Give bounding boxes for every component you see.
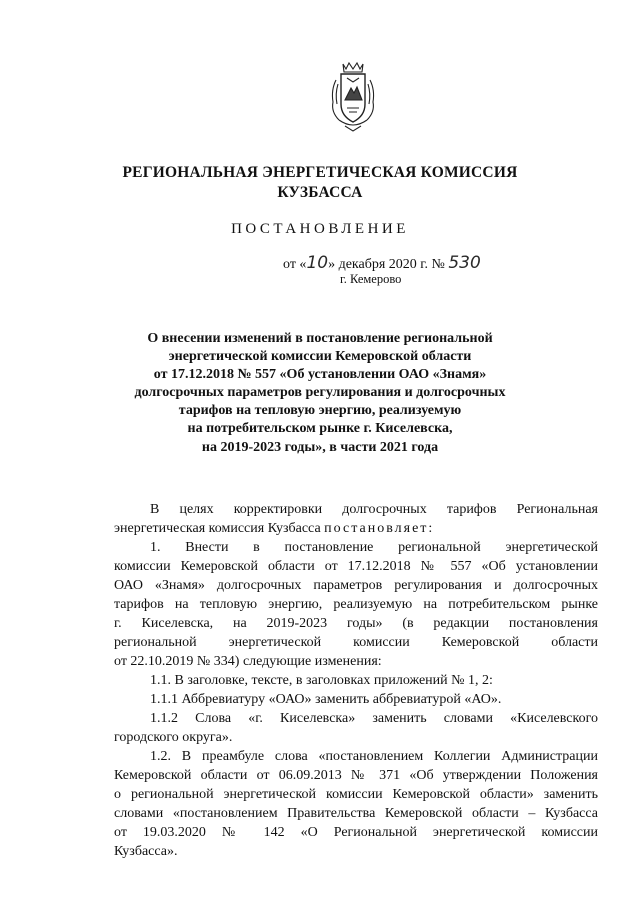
subject-line-7: на 2019-2023 годы», в части 2021 года bbox=[201, 440, 439, 455]
item-1-2-line-5: от 19.03.2020 № 142 «О Региональной энергетической комиссии bbox=[114, 825, 598, 840]
item-1-2-line-6: Кузбасса». bbox=[114, 844, 178, 859]
subject-line-6: на потребительском рынке г. Киселевска, bbox=[187, 421, 453, 436]
item-1-2-line-2: Кемеровской области от 06.09.2013 № 371 «Об утверждении Положения bbox=[114, 768, 598, 783]
subject-line-3: от 17.12.2018 № 557 «Об установлении ОАО «Знамя» bbox=[153, 367, 487, 382]
item-1-1-1: 1.1.1 Аббревиатуру «ОАО» заменить аббревиатурой «АО». bbox=[150, 692, 502, 707]
subject-line-5: тарифов на тепловую энергию, реализуемую bbox=[178, 403, 462, 418]
handwritten-decree-number: 530 bbox=[448, 253, 481, 273]
item-1-2-line-3: о региональной энергетической комиссии Кемеровской области» заменить bbox=[114, 787, 598, 802]
preamble-line-1: В целях корректировки долгосрочных тарифов Региональная bbox=[150, 502, 598, 517]
item-1-line-1: 1. Внести в постановление региональной энергетической bbox=[150, 540, 598, 555]
kuzbass-coat-of-arms-emblem bbox=[327, 60, 379, 134]
date-number-line bbox=[283, 253, 481, 273]
item-1-line-3: ОАО «Знамя» долгосрочных параметров регулирования и долгосрочных bbox=[114, 578, 598, 593]
date-month-year: » декабря 2020 г. № bbox=[328, 257, 445, 272]
item-1-2-line-4: словами «постановлением Правительства Кемеровской области – Кузбасса bbox=[114, 806, 598, 821]
item-1-line-4: тарифов на тепловую энергию, реализуемую на потребительском рынке bbox=[114, 597, 598, 612]
city-name: г. Кемерово bbox=[340, 272, 402, 286]
item-1-1: 1.1. В заголовке, тексте, в заголовках приложений № 1, 2: bbox=[150, 673, 493, 688]
org-name-line-1: РЕГИОНАЛЬНАЯ ЭНЕРГЕТИЧЕСКАЯ КОМИССИЯ bbox=[122, 164, 518, 181]
item-1-line-5: г. Киселевска, на 2019-2023 годы» (в редакции постановления bbox=[114, 616, 598, 631]
org-name-line-2: КУЗБАССА bbox=[277, 184, 363, 201]
item-1-line-7: от 22.10.2019 № 334) следующие изменения: bbox=[114, 654, 382, 669]
item-1-2-line-1: 1.2. В преамбуле слова «постановлением Коллегии Администрации bbox=[150, 749, 598, 764]
item-1-1-2-line-1: 1.1.2 Слова «г. Киселевска» заменить словами «Киселевского bbox=[150, 711, 598, 726]
preamble-text: энергетическая комиссия Кузбасса bbox=[114, 521, 321, 536]
item-1-line-2: комиссии Кемеровской области от 17.12.2018 № 557 «Об установлении bbox=[114, 559, 598, 574]
item-1-line-6: региональной энергетической комиссии Кемеровской области bbox=[114, 635, 598, 650]
document-type-title: ПОСТАНОВЛЕНИЕ bbox=[231, 221, 409, 237]
subject-line-4: долгосрочных параметров регулирования и долгосрочных bbox=[134, 385, 506, 400]
item-1-1-2-line-2: городского округа». bbox=[114, 730, 233, 745]
postanovlyaet-word: постановляет: bbox=[324, 521, 435, 536]
subject-line-2: энергетической комиссии Кемеровской области bbox=[168, 349, 472, 364]
handwritten-day: 10 bbox=[306, 253, 329, 273]
date-prefix: от « bbox=[283, 257, 307, 272]
subject-line-1: О внесении изменений в постановление региональной bbox=[147, 331, 493, 346]
preamble-line-2 bbox=[114, 519, 598, 538]
